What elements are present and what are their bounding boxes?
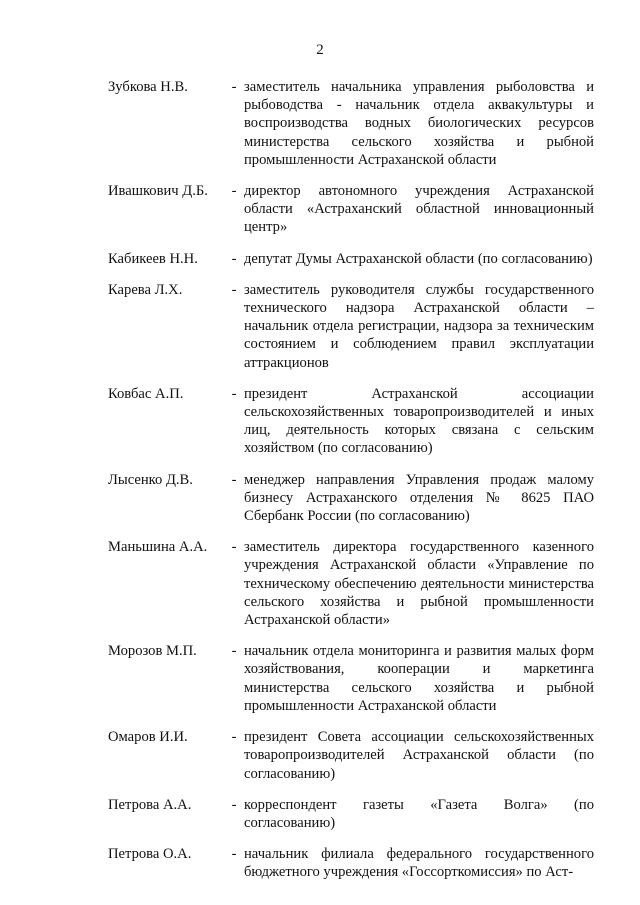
page-number: 2: [316, 42, 324, 58]
member-name: Лысенко Д.В.: [108, 471, 193, 488]
member-name: Кабикеев Н.Н.: [108, 250, 198, 267]
dash-separator: -: [231, 471, 237, 488]
list-item: [108, 281, 594, 372]
list-item: [108, 642, 594, 715]
member-name: Ковбас А.П.: [108, 385, 184, 402]
dash-separator: -: [231, 281, 237, 298]
member-position: менеджер направления Управления продаж малому бизнесу Астраханского отделения № 8625 ПАО Сбербанк России (по согласованию): [244, 471, 594, 525]
member-name: Омаров И.И.: [108, 729, 188, 746]
list-item: [108, 250, 594, 268]
member-position: начальник отдела мониторинга и развития малых форм хозяйствования, кооперации и маркетинга министерства сельского хозяйства и рыбной промышленности Астраханской области: [244, 643, 594, 714]
member-position: заместитель руководителя службы государственного технического надзора Астраханской области – начальник отдела регистрации, надзора за техническим состоянием и соблюдением правил эксплуатации аттракционов: [244, 281, 594, 371]
member-list: [108, 78, 594, 895]
member-position: начальник филиала федерального государственного бюджетного учреждения «Госсорткомиссия» по Аст-: [244, 846, 594, 881]
member-position: заместитель начальника управления рыболовства и рыбоводства - начальник отдела аквакультуры и воспроизводства водных биологических ресурсов министерства сельского хозяйства и рыбной промышленности Астраханской области: [244, 79, 594, 168]
dash-separator: -: [231, 796, 237, 813]
member-name: Ивашкович Д.Б.: [108, 183, 208, 200]
list-item: [108, 796, 594, 832]
dash-separator: -: [231, 729, 237, 746]
dash-separator: -: [231, 539, 237, 556]
dash-separator: -: [231, 385, 237, 402]
member-position: корреспондент газеты «Газета Волга» (по согласованию): [244, 796, 594, 831]
member-name: Карева Л.Х.: [108, 281, 183, 298]
list-item: [108, 78, 594, 169]
list-item: [108, 471, 594, 526]
dash-separator: -: [231, 846, 237, 863]
list-item: [108, 728, 594, 783]
list-item: [108, 385, 594, 458]
member-name: Морозов М.П.: [108, 643, 197, 660]
member-position: заместитель директора государственного казенного учреждения Астраханской области «Управление по техническому обеспечению деятельности министерства сельского хозяйства и рыбной промышленности Астраханской области»: [244, 539, 594, 629]
list-item: [108, 845, 594, 881]
member-name: Маньшина А.А.: [108, 539, 208, 556]
member-position: директор автономного учреждения Астраханской области «Астраханский областной инновационный центр»: [244, 183, 594, 236]
dash-separator: -: [231, 250, 237, 267]
member-position: депутат Думы Астраханской области (по согласованию): [244, 250, 593, 267]
member-position: президент Астраханской ассоциации сельскохозяйственных товаропроизводителей и иных лиц, деятельность которых связана с сельским хозяйством (по согласованию): [244, 385, 594, 457]
member-name: Петрова О.А.: [108, 846, 192, 863]
dash-separator: -: [231, 79, 237, 95]
list-item: [108, 538, 594, 629]
dash-separator: -: [231, 183, 237, 200]
member-name: Зубкова Н.В.: [108, 79, 188, 95]
list-item: [108, 182, 594, 237]
dash-separator: -: [231, 643, 237, 660]
member-name: Петрова А.А.: [108, 796, 192, 813]
member-position: президент Совета ассоциации сельскохозяйственных товаропроизводителей Астраханской области (по согласованию): [244, 729, 594, 782]
